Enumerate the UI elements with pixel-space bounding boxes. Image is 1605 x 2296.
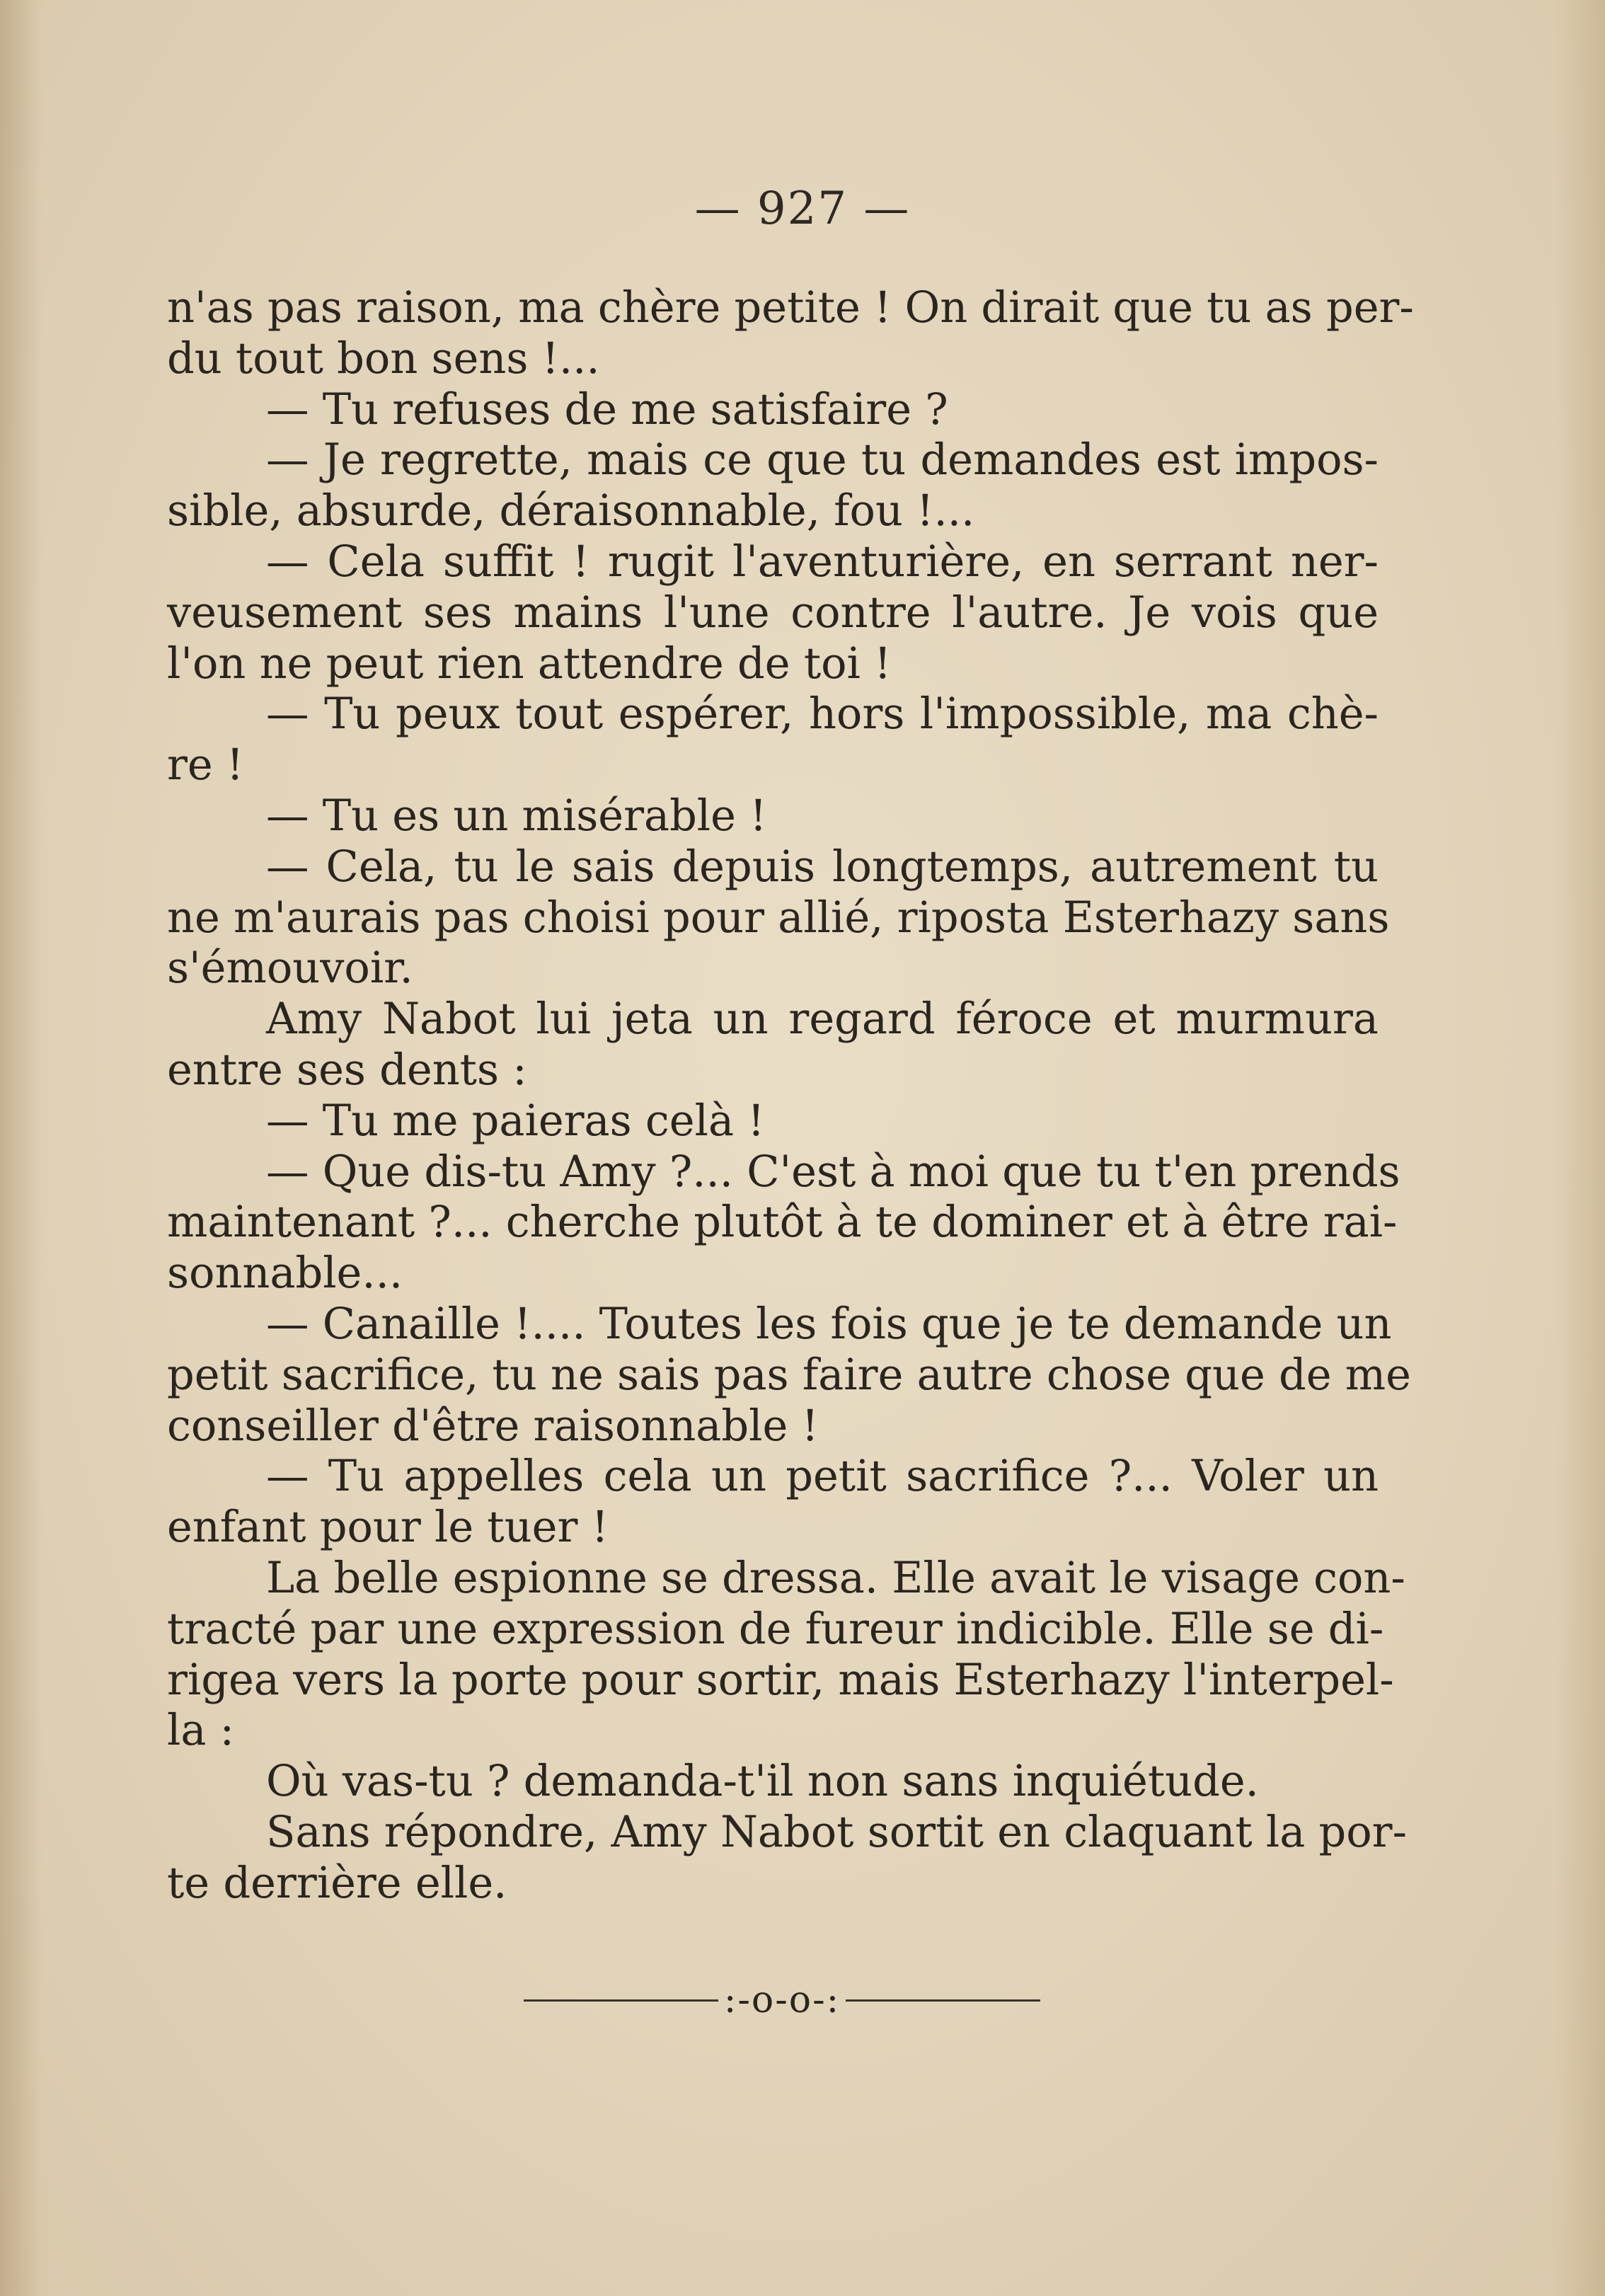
text-line: — Canaille !.... Toutes les fois que je te demande un: [266, 1299, 1392, 1349]
text-line: La belle espionne se dressa. Elle avait le visage con-: [266, 1553, 1405, 1603]
text-line: — Cela, tu le sais depuis longtemps, autrement tu: [266, 842, 1379, 892]
text-line: enfant pour le tuer !: [167, 1503, 609, 1553]
text-line: — Cela suffit ! rugit l'aventurière, en serrant ner-: [266, 536, 1379, 587]
text-line: — Tu appelles cela un petit sacrifice ?... Voler un: [266, 1452, 1379, 1502]
text-line: n'as pas raison, ma chère petite ! On dirait que tu as per-: [167, 283, 1414, 333]
text-line: — Tu es un misérable !: [266, 791, 767, 841]
text-line: re !: [167, 740, 244, 791]
text-line: s'émouvoir.: [167, 943, 413, 994]
ornament-rule-left: [524, 1999, 718, 2002]
text-line: petit sacrifice, tu ne sais pas faire autre chose que de me: [167, 1350, 1411, 1400]
text-line: te derrière elle.: [167, 1858, 507, 1908]
text-line: sible, absurde, déraisonnable, fou !...: [167, 486, 975, 536]
text-line: du tout bon sens !...: [167, 333, 600, 384]
ornament-rule-right: [846, 1999, 1040, 2002]
text-line: rigea vers la porte pour sortir, mais Esterhazy l'interpel-: [167, 1655, 1394, 1705]
text-line: Où vas-tu ? demanda-t'il non sans inquiétude.: [266, 1757, 1259, 1807]
text-line: — Tu peux tout espérer, hors l'impossible, ma chè-: [266, 689, 1379, 740]
text-line: veusement ses mains l'une contre l'autre. Je vois que: [167, 587, 1379, 638]
text-line: Sans répondre, Amy Nabot sortit en claquant la por-: [266, 1807, 1408, 1857]
ornament-text: :-o-o-:: [723, 1979, 841, 2021]
text-line: maintenant ?... cherche plutôt à te dominer et à être rai-: [167, 1198, 1398, 1248]
text-line: la :: [167, 1706, 235, 1756]
text-line: — Tu me paieras celà !: [266, 1096, 765, 1146]
text-line: conseiller d'être raisonnable !: [167, 1401, 819, 1451]
text-line: l'on ne peut rien attendre de toi !: [167, 638, 892, 689]
text-line: sonnable...: [167, 1249, 403, 1299]
text-line: tracté par une expression de fureur indicible. Elle se di-: [167, 1604, 1384, 1654]
text-line: Amy Nabot lui jeta un regard féroce et murmura: [266, 994, 1379, 1045]
text-line: — Je regrette, mais ce que tu demandes est impos-: [266, 435, 1379, 486]
text-line: entre ses dents :: [167, 1045, 527, 1095]
page-number: — 927 —: [694, 183, 911, 235]
text-line: — Que dis-tu Amy ?... C'est à moi que tu t'en prends: [266, 1147, 1400, 1197]
body-text: [167, 283, 1414, 1910]
text-line: ne m'aurais pas choisi pour allié, riposta Esterhazy sans: [167, 892, 1390, 943]
section-end-ornament: [524, 1979, 1040, 2021]
text-line: — Tu refuses de me satisfaire ?: [266, 384, 948, 435]
